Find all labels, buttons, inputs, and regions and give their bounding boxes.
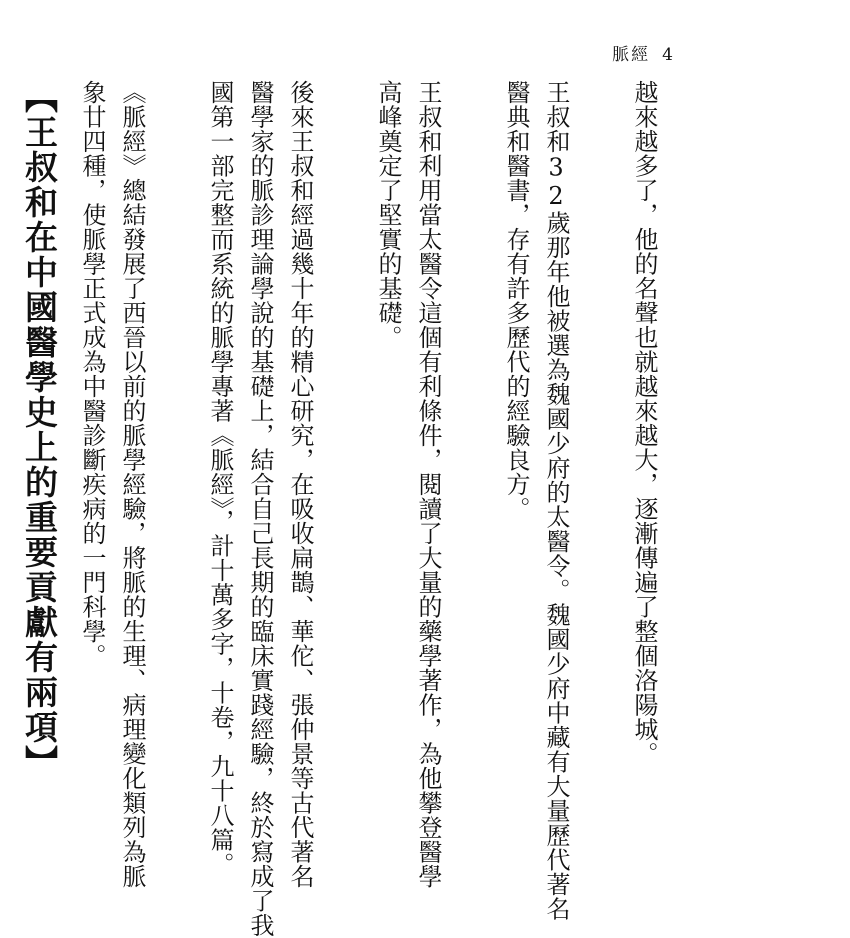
running-header xyxy=(612,40,675,65)
text-column-5: 高峰奠定了堅實的基礎。 xyxy=(374,80,402,350)
text-column-9: 《脈經》總結發展了西晉以前的脈學經驗，將脈的生理、病理變化類列為脈 xyxy=(118,80,146,889)
header-title: 脈經 xyxy=(612,45,651,65)
page-number: 4 xyxy=(662,45,675,65)
vertical-text-body xyxy=(0,80,664,938)
section-heading: 【王叔和在中國醫學史上的重要貢獻有兩項】 xyxy=(20,80,59,780)
text-column-2: 王叔和32歲那年他被選為魏國少府的太醫令。魏國少府中藏有大量歷代著名 xyxy=(542,80,570,921)
text-column-3: 醫典和醫書，存有許多歷代的經驗良方。 xyxy=(502,80,530,521)
text-column-6: 後來王叔和經過幾十年的精心研究，在吸收扁鵲、華佗、張仲景等古代著名 xyxy=(286,80,314,889)
text-column-11 xyxy=(0,80,6,800)
text-column-8: 國第一部完整而系統的脈學專著《脈經》，計十萬多字，十卷，九十八篇。 xyxy=(206,80,234,877)
text-column-10: 象廿四種，使脈學正式成為中醫診斷疾病的一門科學。 xyxy=(78,80,106,668)
text-column-1: 越來越多了，他的名聲也就越來越大，逐漸傳遍了整個洛陽城。 xyxy=(630,80,658,766)
text-column-4: 王叔和利用當太醫令這個有利條件，閱讀了大量的藥學著作，為他攀登醫學 xyxy=(414,80,442,889)
text-column-7: 醫學家的脈診理論學說的基礎上，結合自己長期的臨床實踐經驗，終於寫成了我 xyxy=(246,80,274,938)
